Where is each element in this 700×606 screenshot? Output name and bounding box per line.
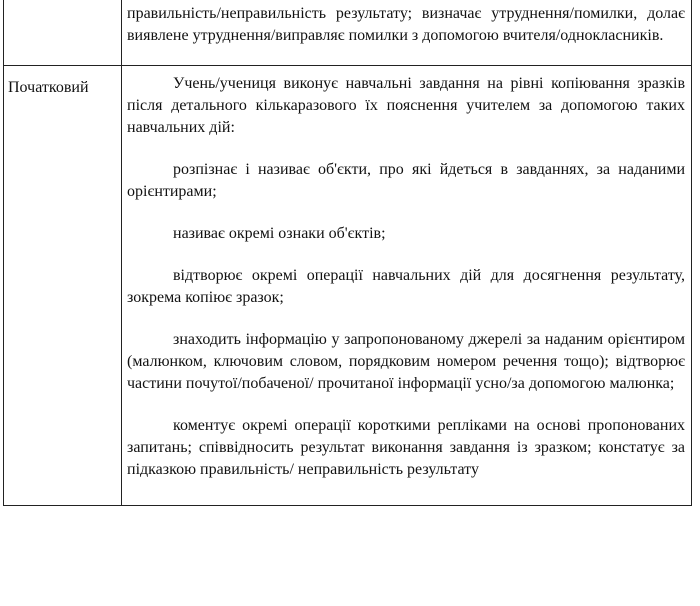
description-paragraph: правильність/неправильність результату; визначає утруднення/помилки, долає виявлене утруднення/виправляє помилки з допомогою вчителя/однокласників.: [127, 5, 685, 44]
description-paragraph: називає окремі ознаки об'єктів;: [173, 225, 386, 242]
description-cell: [122, 66, 692, 506]
table-row: [4, 0, 692, 66]
description-paragraph: знаходить інформацію у запропонованому джерелі за наданим орієнтиром (малюнком, ключовим словом, порядковим номером речення тощо); відтворює частини почутої/побаченої/ прочитаної інформації усно/за допомогою малюнка;: [127, 331, 685, 392]
description-paragraph: коментує окремі операції короткими репліками на основі пропонованих запитань; співвідносить результат виконання завдання із зразком; констатує за підказкою правильність/ неправильність результату: [127, 417, 685, 478]
table-row: [4, 66, 692, 506]
level-cell: Початковий: [4, 66, 122, 506]
criteria-table: [3, 0, 692, 506]
description-cell: [122, 0, 692, 66]
description-paragraph: розпізнає і називає об'єкти, про які йдеться в завданнях, за наданими орієнтирами;: [127, 161, 685, 200]
level-cell: [4, 0, 122, 66]
description-paragraph: Учень/учениця виконує навчальні завдання на рівні копіювання зразків після детального кількаразового їх пояснення учителем за допомогою таких навчальних дій:: [127, 75, 685, 136]
description-paragraph: відтворює окремі операції навчальних дій для досягнення результату, зокрема копіює зразок;: [127, 267, 685, 306]
